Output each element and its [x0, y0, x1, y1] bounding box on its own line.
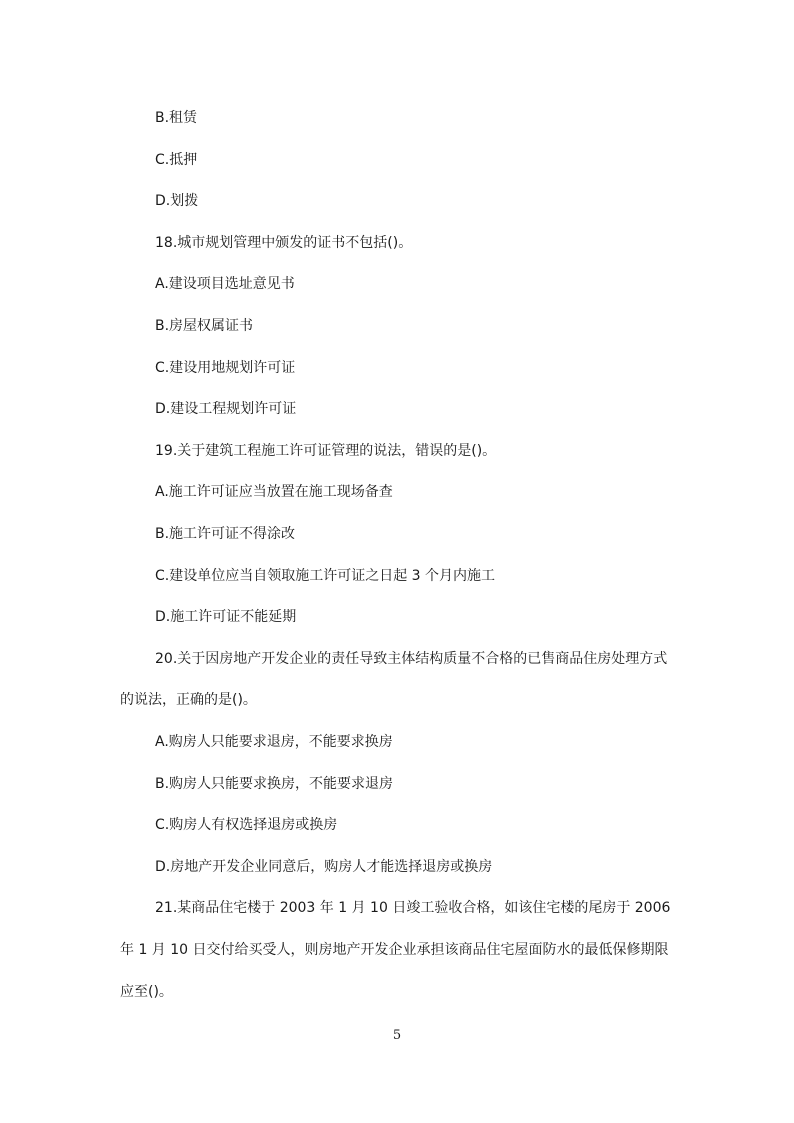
option-17-c: C.抵押	[155, 152, 198, 168]
question-21-line-3: 应至()。	[120, 984, 173, 1000]
option-19-c: C.建设单位应当自领取施工许可证之日起 3 个月内施工	[155, 568, 496, 584]
option-19-b: B.施工许可证不得涂改	[155, 526, 296, 542]
option-18-c: C.建设用地规划许可证	[155, 360, 296, 376]
page-number: 5	[392, 1028, 402, 1043]
option-19-a: A.施工许可证应当放置在施工现场备查	[155, 484, 393, 500]
option-18-b: B.房屋权属证书	[155, 318, 254, 334]
question-21-line-2: 年 1 月 10 日交付给买受人，则房地产开发企业承担该商品住宅屋面防水的最低保修期限	[120, 942, 669, 958]
question-20-line-2: 的说法，正确的是()。	[120, 692, 257, 708]
question-18: 18.城市规划管理中颁发的证书不包括()。	[155, 235, 413, 251]
option-18-d: D.建设工程规划许可证	[155, 401, 297, 417]
question-19: 19.关于建筑工程施工许可证管理的说法，错误的是()。	[155, 443, 497, 459]
option-20-d: D.房地产开发企业同意后，购房人才能选择退房或换房	[155, 859, 493, 875]
option-20-b: B.购房人只能要求换房，不能要求退房	[155, 776, 394, 792]
option-20-a: A.购房人只能要求退房，不能要求换房	[155, 734, 393, 750]
option-19-d: D.施工许可证不能延期	[155, 609, 297, 625]
option-18-a: A.建设项目选址意见书	[155, 276, 295, 292]
question-21-line-1: 21.某商品住宅楼于 2003 年 1 月 10 日竣工验收合格，如该住宅楼的尾房于 2006	[155, 900, 671, 916]
option-17-d: D.划拨	[155, 193, 199, 209]
option-17-b: B.租赁	[155, 110, 198, 126]
option-20-c: C.购房人有权选择退房或换房	[155, 817, 338, 833]
question-20-line-1: 20.关于因房地产开发企业的责任导致主体结构质量不合格的已售商品住房处理方式	[155, 651, 668, 667]
